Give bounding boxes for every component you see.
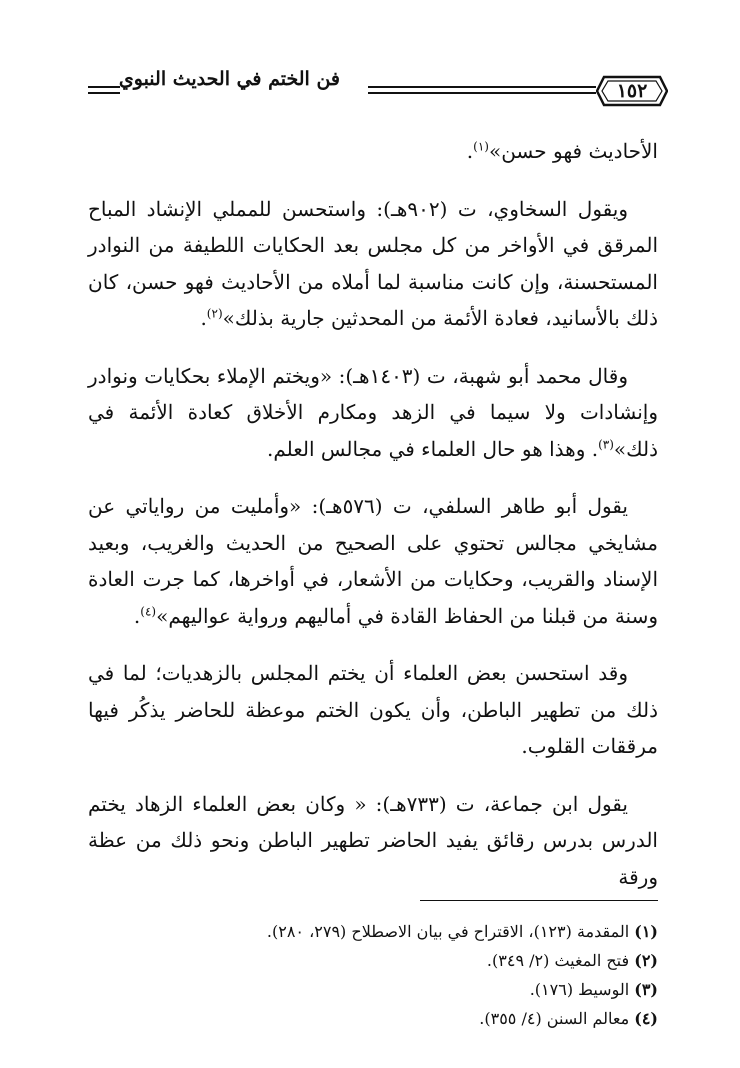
footnote [88,975,658,1004]
footnote-text: الوسيط (١٧٦). [529,980,630,999]
footnote-number: (٣) [634,980,658,999]
header-rule-right-top [368,86,596,88]
paragraph-tail: . وهذا هو حال العلماء في مجالس العلم. [266,436,599,461]
footnote-number: (٤) [634,1009,658,1028]
paragraph-text: يقول أبو طاهر السلفي، ت (٥٧٦هـ): «وأمليت من رواياتي عن مشايخي مجالس تحتوي على الصحيح من الحديث والغريب، وبعيد الإسناد والقريب، وحكايات من الأشعار، في أواخرها، كما جرت العادة وسنة من قبلنا من الحفاظ القادة في أماليهم ورواية عواليهم» [88,494,658,628]
paragraph-text: ويقول السخاوي، ت (٩٠٢هـ): واستحسن للمملي الإنشاد المباح المرقق في الأواخر من كل مجلس بعد الحكايات اللطيفة من النوادر المستحسنة، وإن كانت مناسبة لما أملاه من الأحاديث فهو حسن، كان ذلك بالأسانيد، فعادة الأئمة من المحدثين جارية بذلك» [88,196,658,330]
page-header [0,0,740,120]
paragraph-text: الأحاديث فهو حسن» [488,139,658,163]
footnote-ref: (٢) [206,306,223,321]
paragraph-text: يقول ابن جماعة، ت (٧٣٣هـ): « وكان بعض العلماء الزهاد يختم الدرس بدرس رقائق يفيد الحاضر تطهير الباطن ونحو ذلك من عظة ورقة [88,791,658,889]
paragraph [88,358,658,468]
paragraph [88,655,658,765]
footnote-text: فتح المغيث (٢/ ٣٤٩). [486,951,630,970]
footnote-text: المقدمة (١٢٣)، الاقتراح في بيان الاصطلاح (٢٧٩، ٢٨٠). [266,922,630,941]
page-number-badge [596,74,668,108]
paragraph-tail: . [466,139,474,163]
main-text [88,133,658,895]
footnote-text: معالم السنن (٤/ ٣٥٥). [479,1009,630,1028]
footnote-ref: (٣) [598,436,614,451]
footnote-ref: (٤) [140,603,157,618]
paragraph-text: وقد استحسن بعض العلماء أن يختم المجلس بالزهديات؛ لما في ذلك من تطهير الباطن، وأن يكون الختم موعظة للحاضر يذكُر فيها مرققات القلوب. [88,661,658,758]
footnote-ref: (١) [473,139,489,154]
header-rule-left-top [88,86,120,88]
paragraph [88,786,658,896]
footnote [88,917,658,946]
paragraph [88,488,658,634]
footnote [88,1004,658,1033]
header-rule-right-bottom [368,92,596,94]
paragraph [88,191,658,337]
footnote-separator [420,900,658,901]
footnote-number: (١) [634,922,658,941]
paragraph-text: وقال محمد أبو شهبة، ت (١٤٠٣هـ): «ويختم الإملاء بحكايات ونوادر وإنشادات ولا سيما في الزهد ومكارم الأخلاق كعادة الأئمة في ذلك» [88,363,658,461]
paragraph-tail: . [133,603,141,628]
header-rule-left-bottom [88,92,120,94]
paragraph-tail: . [200,306,207,330]
paragraph [88,133,658,170]
footnote-number: (٢) [634,951,658,970]
footnote [88,946,658,975]
footnotes [88,917,658,1033]
running-title: فن الختم في الحديث النبوي [118,68,340,90]
page-number: ١٥٢ [616,80,648,102]
